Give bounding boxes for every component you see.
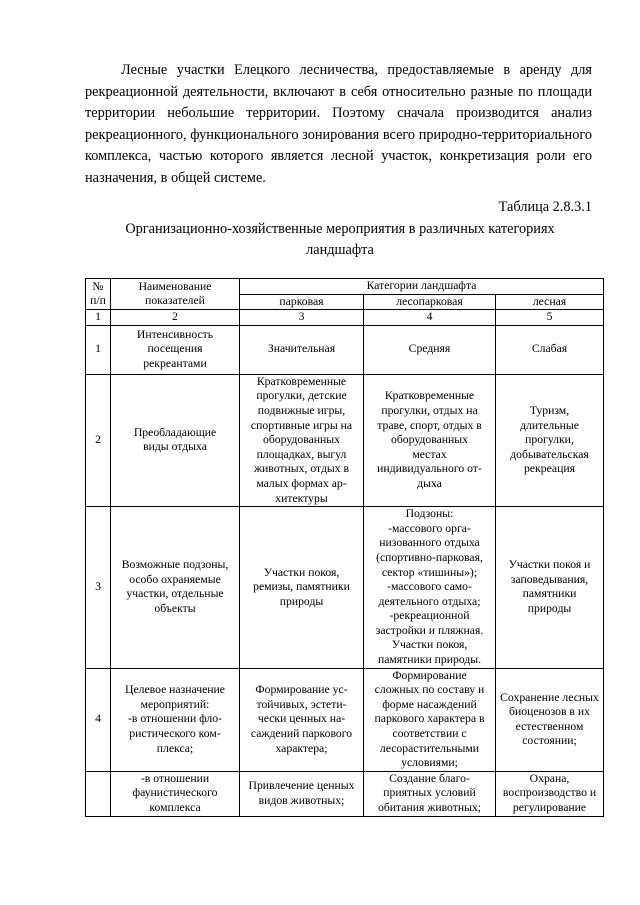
row-num: 4 [86,668,111,771]
row-name: Возможные подзоны, особо охраняемые участки, отдельные объекты [111,507,240,669]
table-row [86,668,604,771]
row-forest: Участки покоя и заповедывания, памятники природы [496,507,604,669]
row-forest-park: Кратковременные прогулки, отдых на траве, спорт, отдых в оборудованных местах индивидуального от- дыха [364,374,496,506]
index-cell: 1 [86,310,111,326]
header-num: № п/п [86,279,111,310]
landscape-measures-table [85,278,604,817]
header-forest-park: лесопарковая [364,294,496,310]
row-forest-park: Создание благо- приятных условий обитания животных; [364,771,496,816]
table-row [86,325,604,374]
row-name: Интенсивность посещения рекреантами [111,325,240,374]
row-forest-park: Подзоны: -массового орга- низованного отдыха (спортивно-парковая, сектор «тишины»); -массового само- деятельного отдыха; -рекреационной застройки и пляжная. Участки покоя, памятники природы. [364,507,496,669]
index-cell: 5 [496,310,604,326]
header-park: парковая [240,294,364,310]
row-park: Привлечение ценных видов животных; [240,771,364,816]
row-num: 2 [86,374,111,506]
row-name: Преобладающие виды отдыха [111,374,240,506]
row-num: 3 [86,507,111,669]
row-forest: Охрана, воспроизводство и регулирование [496,771,604,816]
row-num: 1 [86,325,111,374]
row-forest-park: Формирование сложных по составу и форме насаждений паркового характера в соответствии с лесорастительными условиями; [364,668,496,771]
index-cell: 2 [111,310,240,326]
table-row [86,507,604,669]
table-row [86,771,604,816]
row-name: Целевое назначение мероприятий: -в отношении фло- ристического ком- плекса; [111,668,240,771]
table-number: Таблица 2.8.3.1 [498,199,592,215]
row-forest: Туризм, длительные прогулки, добывательская рекреация [496,374,604,506]
table-row [86,374,604,506]
row-park: Участки покоя, ремизы, памятники природы [240,507,364,669]
header-name: Наименование показателей [111,279,240,310]
row-name: -в отношении фаунистического комплекса [111,771,240,816]
row-park: Кратковременные прогулки, детские подвижные игры, спортивные игры на оборудованных площадках, выгул животных, отдых в малых формах ар- хитектуры [240,374,364,506]
table-title: Организационно-хозяйственные мероприятия в различных категориях ландшафта [125,221,555,258]
index-cell: 4 [364,310,496,326]
index-cell: 3 [240,310,364,326]
header-categories: Категории ландшафта [240,279,604,295]
header-forest: лесная [496,294,604,310]
row-forest: Сохранение лесных биоценозов в их естественном состоянии; [496,668,604,771]
row-num [86,771,111,816]
table-header-row [86,279,604,295]
table-index-row [86,310,604,326]
row-forest: Слабая [496,325,604,374]
row-park: Значительная [240,325,364,374]
row-forest-park: Средняя [364,325,496,374]
row-park: Формирование ус- тойчивых, эстети- чески ценных на- саждений паркового характера; [240,668,364,771]
intro-paragraph: Лесные участки Елецкого лесничества, предоставляемые в аренду для рекреационной деятельности, включают в себя относительно разные по площади территории небольшие территории. Поэтому сначала производится анализ рекреационного, функционального зонирования всего природно-территориального комплекса, частью которого является лесной участок, конкретизация роли его назначения, в общей системе. [85,62,592,186]
